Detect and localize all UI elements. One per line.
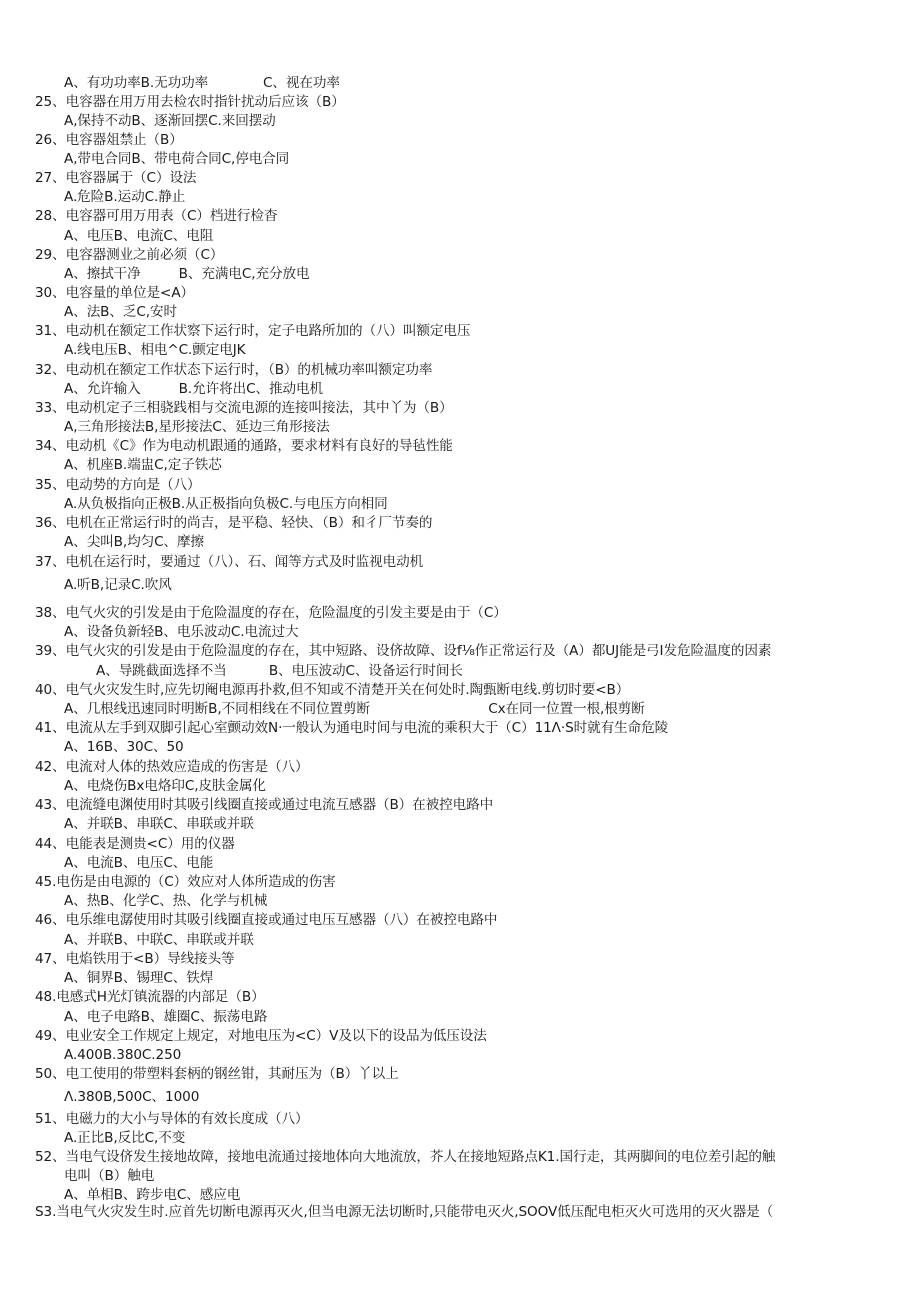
question-line: 46、电乐维电潺使用时其吸引线圈直接或通过电压互感器（八）在被控电路中 [35,912,498,928]
option-line: A、16B、30C、50 [64,739,184,755]
option-line: A、擦拭干净 B、充满电C,充分放电 [64,266,310,282]
option-line: A、允许输入 B.允许将出C、推动电机 [64,381,323,397]
option-line: A.正比B,反比C,不变 [64,1130,186,1146]
question-line: 45.电伤是由电源的（C）效应对人体所造成的伤害 [35,874,336,890]
question-line: 48.电感式H光灯镇流器的内部足（B） [35,989,265,1005]
question-line: 52、当电气设侪发生接地故障，接地电流通过接地体向大地流放，芥人在接地短路点K1.国行走，其两脚间的电位差引起的触 [35,1149,776,1165]
question-line: 36、电机在正常运行时的尚吉，是平稳、轻快、（B）和彳厂节奏的 [35,515,433,531]
option-line: A、电子电路B、雄圈C、振荡电路 [64,1009,268,1025]
question-line: 34、电动机《C》作为电动机跟通的通路，要求材料有良好的导毡性能 [35,438,453,454]
option-line: A,保持不动B、逐渐回摆C.来回摆动 [64,113,276,129]
question-line: 40、电气火灾发生时,应先切阉电源再扑救,但不知或不清楚开关在何处时.陶甄断电线.剪切时要<B） [35,682,630,698]
question-line: 43、电流缝电渊使用时其吸引线圈直接或通过电流互感器（B）在被控电路中 [35,797,494,813]
option-line: A、几根线迅速同时明断B,不同相线在不同位置剪断 Cx在同一位置一根,根剪断 [64,701,645,717]
question-line: 26、电容器俎禁止（B） [35,132,183,148]
option-line: A,三角形接法B,星形接法C、延边三角形接法 [64,419,330,435]
question-line: 27、电容器属于（C）设法 [35,170,197,186]
option-line: A、电烧伤Bx电烙印C,皮肤金属化 [64,778,266,794]
question-line: 30、电容量的单位是<A） [35,285,195,301]
question-line: 29、电容器测业之前必须（C） [35,247,224,263]
option-line: A,带电合同B、带电荷合同C,停电合同 [64,151,290,167]
option-line: A、单相B、跨步电C、感应电 [64,1187,241,1203]
option-line: A、尖叫B,均匀C、摩擦 [64,534,204,550]
question-line: 31、电动机在额定工作状察下运行时，定子电路所加的（八）叫额定电压 [35,323,471,339]
question-line: 49、电业安全工作规定上规定，对地电压为<C）V及以下的设品为低压设法 [35,1028,487,1044]
option-line: A.危险B.运动C.静止 [64,189,186,205]
question-line: 51、电磁力的大小与导体的有效长度成（八） [35,1111,309,1127]
option-line: A.线电压B、相电^C.颤定电JK [64,342,246,358]
option-line: A、热B、化学C、热、化学与机械 [64,893,268,909]
question-line: 33、电动机定子三相骁践相与交流电源的连接叫接法，其中丫为（B） [35,400,453,416]
question-line: 28、电容器可用万用表（C）档进行检杳 [35,208,278,224]
question-line: 32、电动机在额定工作状态下运行时，（B）的机械功率叫额定功率 [35,362,433,378]
question-line: 25、电容器在用万用去检农时指针扰动后应该（B） [35,94,345,110]
option-line: A.400B.380C.250 [64,1047,182,1063]
option-line: A、并联B、串联C、串联或并联 [64,816,254,832]
option-line: A、设备负新轻B、电乐波动C.电流过大 [64,624,299,640]
option-line: A、铜界B、锡理C、铁焊 [64,970,214,986]
question-line: 42、电流对人体的热效应造成的伤害是（八） [35,759,309,775]
question-line: 44、电能表是测贵<C）用的仪器 [35,836,235,852]
option-line: A.从负极指向正极B.从正极指向负极C.与电压方向相同 [64,496,388,512]
option-line: A、导跳截面选择不当 B、电压波动C、设备运行时间长 [96,663,463,679]
question-line: S3.当电气火灾发生时.应首先切断电源再灭火,但当电源无法切断时,只能带电灭火,SOOV低压配电柜灭火可选用的灭火器是（ [35,1204,774,1220]
question-line: 38、电气火灾的引发是由于危险温度的存在，危险温度的引发主要是由于（C） [35,605,507,621]
question-line: 41、电流从左手到双脚引起心室颤动效N·一般认为通电时间与电流的乘积大于（C）11Λ·S时就有生命危陵 [35,720,669,736]
option-line: A、机座B.端盅C,定子铁芯 [64,457,222,473]
option-line: A、电流B、电压C、电能 [64,855,214,871]
question-line: 39、电气火灾的引发是由于危险温度的存在，其中短路、设侪故障、设f⅛作正常运行及（A）都UJ能是弓I发危险温度的因素 [35,643,772,659]
question-continuation-line: 电叫（B）触电 [64,1168,155,1184]
option-line: A、电压B、电流C、电阻 [64,228,214,244]
option-line: A、有功功率B.无功功率 C、视在功率 [64,75,340,91]
question-line: 35、电动势的方向是（八） [35,477,201,493]
option-line: A、法B、乏C,安时 [64,304,177,320]
option-line: A、并联B、中联C、串联或并联 [64,932,254,948]
question-line: 50、电工使用的带塑料套柄的钢丝钳，其耐压为（B）丫以上 [35,1066,399,1082]
option-line: Λ.380B,500C、1000 [64,1089,200,1105]
option-line: A.听B,记录C.吹风 [64,577,172,593]
question-line: 37、电机在运行时，要通过（八）、石、闻等方式及时监视电动机 [35,554,424,570]
question-line: 47、电焰铁用于<B）导线接头等 [35,951,235,967]
